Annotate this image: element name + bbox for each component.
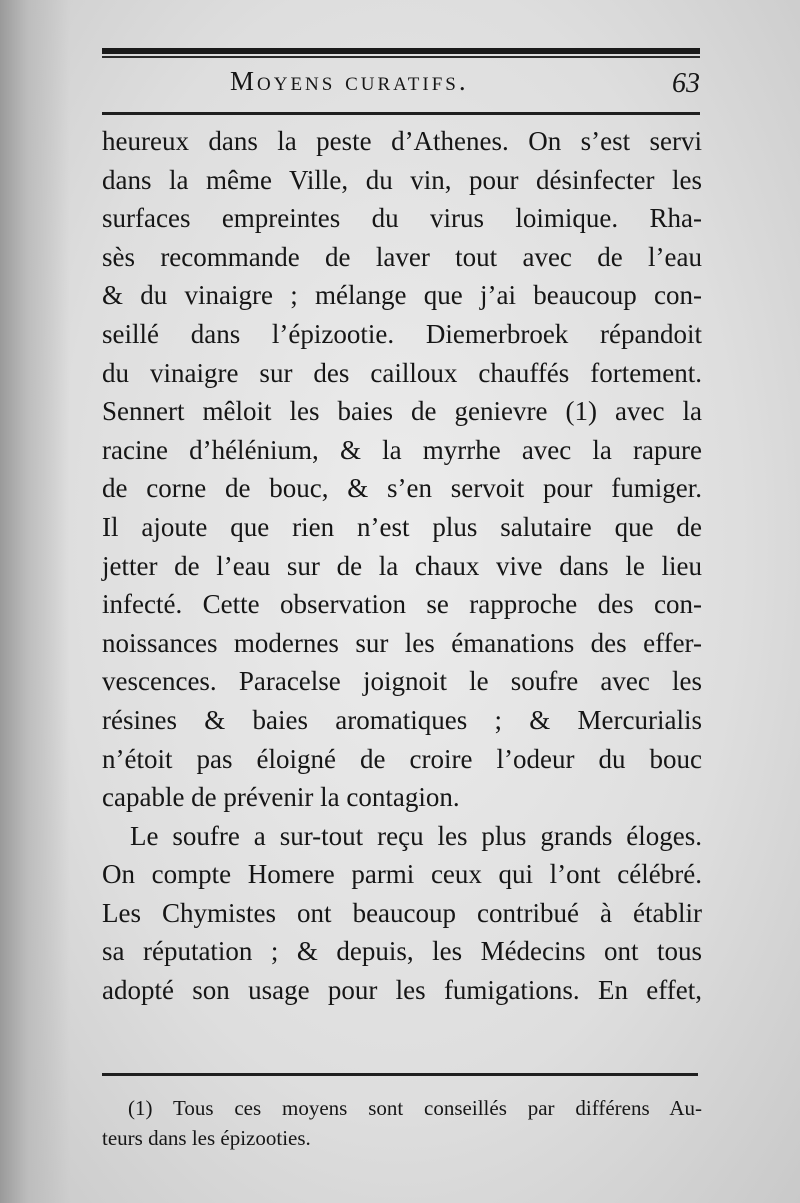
text-line: Les Chymistes ont beaucoup contribué à établir bbox=[102, 897, 702, 928]
footnote bbox=[102, 1093, 702, 1153]
text-line: racine d’hélénium, & la myrrhe avec la rapure bbox=[102, 434, 702, 465]
footnote-line: teurs dans les épizooties. bbox=[102, 1126, 311, 1150]
text-line: vescences. Paracelse joignoit le soufre avec les bbox=[102, 666, 702, 697]
text-line: seillé dans l’épizootie. Diemerbroek répandoit bbox=[102, 318, 702, 349]
text-line: n’étoit pas éloigné de croire l’odeur du bouc bbox=[102, 743, 702, 774]
running-head bbox=[102, 62, 700, 102]
page-number: 63 bbox=[672, 68, 700, 99]
text-line: surfaces empreintes du virus loimique. Rha- bbox=[102, 203, 702, 234]
header-rule-thick bbox=[102, 48, 700, 54]
page-gutter-shadow bbox=[0, 0, 70, 1203]
text-line: résines & baies aromatiques ; & Mercurialis bbox=[102, 704, 702, 735]
header-rule-bottom bbox=[102, 112, 700, 115]
text-line: capable de prévenir la contagion. bbox=[102, 782, 460, 813]
body-text bbox=[102, 122, 702, 1010]
text-line: Il ajoute que rien n’est plus salutaire que de bbox=[102, 511, 702, 542]
text-line: sès recommande de laver tout avec de l’eau bbox=[102, 241, 702, 272]
footnote-rule bbox=[102, 1073, 698, 1076]
text-line: du vinaigre sur des cailloux chauffés fortement. bbox=[102, 357, 702, 388]
text-line: sa réputation ; & depuis, les Médecins ont tous bbox=[102, 936, 702, 967]
text-line: On compte Homere parmi ceux qui l’ont célébré. bbox=[102, 859, 702, 890]
footnote-line: (1) Tous ces moyens sont conseillés par différens Au- bbox=[128, 1096, 702, 1120]
running-title: Moyens curatifs. bbox=[230, 66, 469, 96]
text-line: Le soufre a sur-tout reçu les plus grands éloges. bbox=[130, 820, 702, 851]
text-line: noissances modernes sur les émanations des effer- bbox=[102, 627, 702, 658]
text-line: infecté. Cette observation se rapproche des con- bbox=[102, 589, 702, 620]
text-line: & du vinaigre ; mélange que j’ai beaucoup con- bbox=[102, 280, 702, 311]
text-line: heureux dans la peste d’Athenes. On s’est servi bbox=[102, 126, 702, 156]
text-line: Sennert mêloit les baies de genievre (1) avec la bbox=[102, 396, 702, 427]
text-line: jetter de l’eau sur de la chaux vive dans le lieu bbox=[102, 550, 702, 581]
text-line: adopté son usage pour les fumigations. En effet, bbox=[102, 975, 702, 1006]
text-line: dans la même Ville, du vin, pour désinfecter les bbox=[102, 164, 702, 195]
header-rule-thin bbox=[102, 56, 700, 58]
text-line: de corne de bouc, & s’en servoit pour fumiger. bbox=[102, 473, 702, 504]
